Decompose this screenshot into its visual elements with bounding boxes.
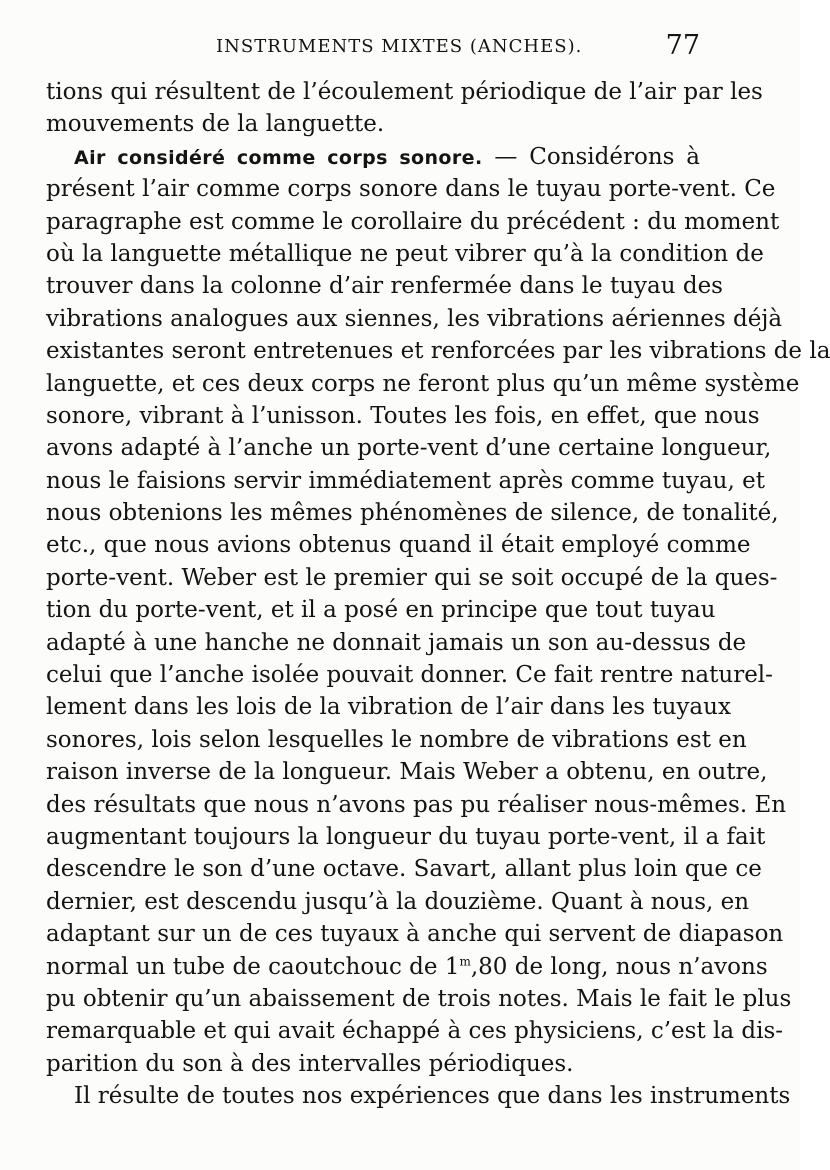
text-line: celui que l’anche isolée pouvait donner. Ce fait rentre naturel-	[46, 662, 773, 689]
text-line: languette, et ces deux corps ne feront plus qu’un même système	[46, 370, 800, 397]
text-line: lement dans les lois de la vibration de l’air dans les tuyaux	[46, 694, 731, 721]
text-line: tions qui résultent de l’écoulement périodique de l’air par les	[46, 79, 763, 105]
text-line: présent l’air comme corps sonore dans le tuyau porte-vent. Ce	[46, 176, 776, 203]
text-line: normal un tube de caoutchouc de 1$^m$,80 de long, nous n’avons	[46, 953, 768, 980]
text-line: sonore, vibrant à l’unisson. Toutes les fois, en effet, que nous	[46, 402, 760, 429]
text-line: pu obtenir qu’un abaissement de trois notes. Mais le fait le plus	[46, 985, 792, 1012]
text-line: raison inverse de la longueur. Mais Weber a obtenu, en outre,	[46, 759, 768, 786]
body-text	[46, 76, 830, 1113]
section-heading: Air considéré comme corps sonore.	[74, 146, 483, 169]
page-number: 77	[665, 30, 700, 61]
text-line: Il résulte de toutes nos expériences que dans les instruments	[74, 1083, 791, 1110]
text-line: nous obtenions les mêmes phénomènes de silence, de tonalité,	[46, 500, 779, 527]
text-line: avons adapté à l’anche un porte-vent d’une certaine longueur,	[46, 435, 772, 462]
text-line: augmentant toujours la longueur du tuyau porte-vent, il a fait	[46, 823, 766, 850]
text-line: porte-vent. Weber est le premier qui se soit occupé de la ques-	[46, 564, 778, 591]
text-line: existantes seront entretenues et renforcées par les vibrations de la	[46, 338, 830, 365]
section-heading-line: Air considéré comme corps sonore. — Considérons à	[74, 143, 700, 170]
page-header	[0, 30, 800, 70]
text-line: des résultats que nous n’avons pas pu réaliser nous-mêmes. En	[46, 791, 787, 818]
text-line: mouvements de la languette.	[46, 111, 385, 138]
text-line: etc., que nous avions obtenus quand il était employé comme	[46, 532, 751, 559]
text-line: adapté à une hanche ne donnait jamais un son au-dessus de	[46, 629, 747, 656]
text-line: sonores, lois selon lesquelles le nombre de vibrations est en	[46, 726, 747, 753]
text-line: parition du son à des intervalles périodiques.	[46, 1050, 574, 1077]
text-line: descendre le son d’une octave. Savart, allant plus loin que ce	[46, 856, 762, 883]
text-line: paragraphe est comme le corollaire du précédent : du moment	[46, 208, 780, 235]
text-line: nous le faisions servir immédiatement après comme tuyau, et	[46, 467, 765, 494]
text-line: où la languette métallique ne peut vibrer qu’à la condition de	[46, 240, 764, 267]
text-line: tion du porte-vent, et il a posé en principe que tout tuyau	[46, 597, 716, 624]
text-line: trouver dans la colonne d’air renfermée dans le tuyau des	[46, 273, 723, 300]
text-line: remarquable et qui avait échappé à ces physiciens, c’est la dis-	[46, 1018, 784, 1045]
unit-superscript: m	[459, 953, 471, 968]
text-line: dernier, est descendu jusqu’à la douzième. Quant à nous, en	[46, 888, 750, 915]
text-line: adaptant sur un de ces tuyaux à anche qui servent de diapason	[46, 921, 784, 948]
running-title: INSTRUMENTS MIXTES (ANCHES).	[216, 36, 583, 57]
text-line: vibrations analogues aux siennes, les vibrations aériennes déjà	[46, 305, 783, 332]
